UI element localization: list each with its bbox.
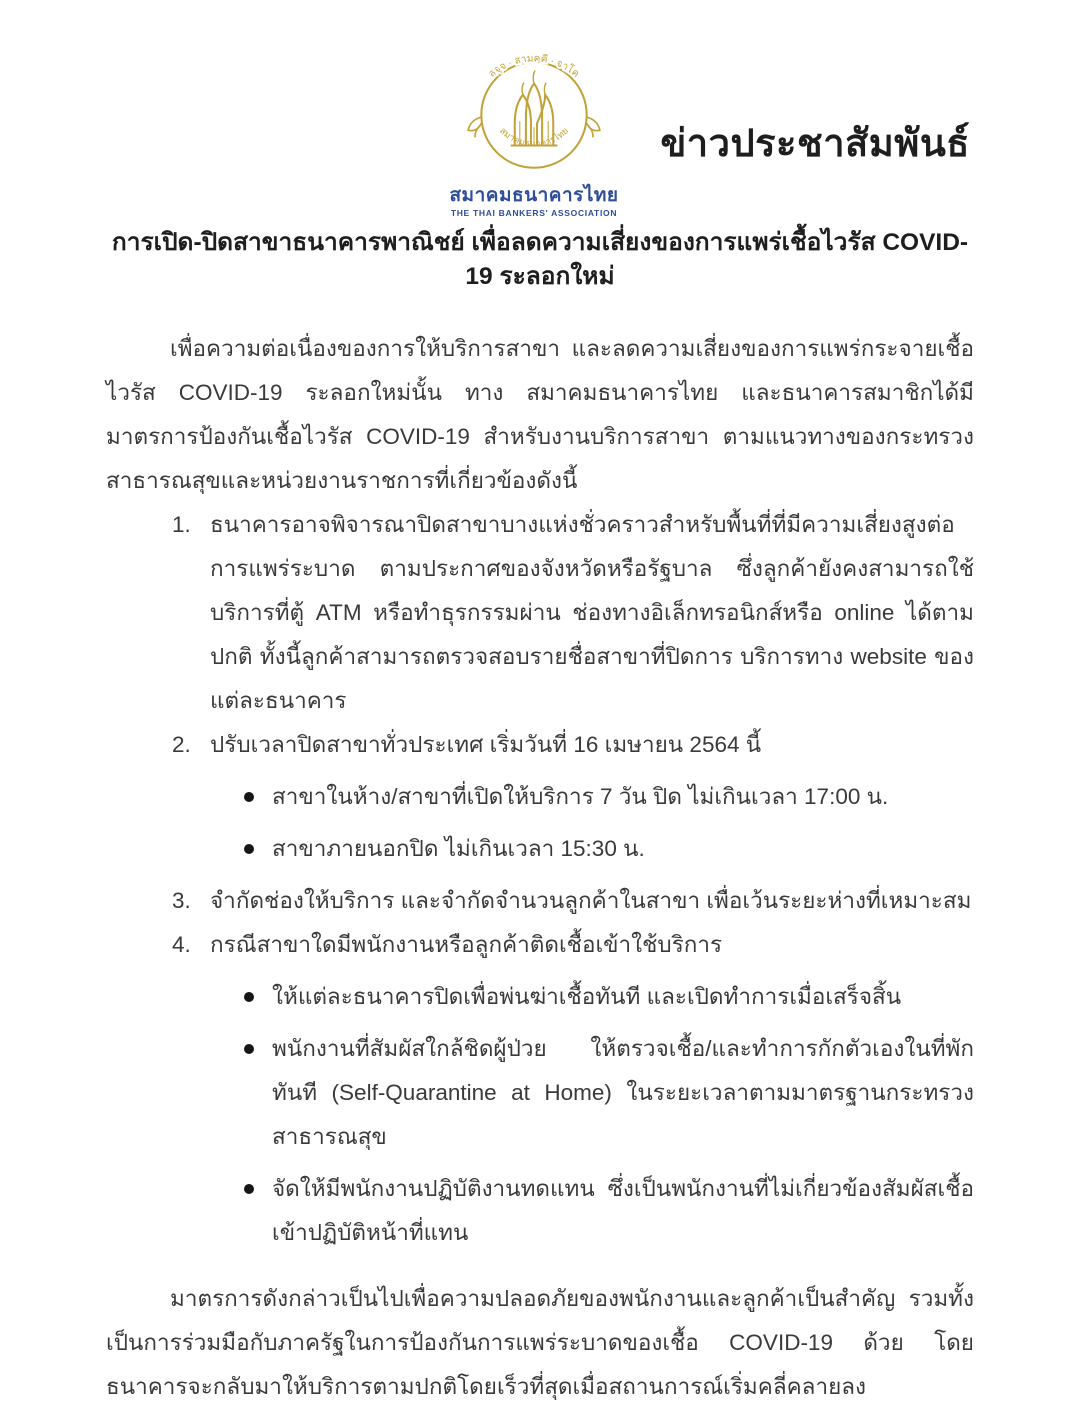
intro-paragraph: เพื่อความต่อเนื่องของการให้บริการสาขา และลดความเสี่ยงของการแพร่กระจายเชื้อไวรัส COVID-19 ระลอกใหม่นั้น ทาง สมาคมธนาคารไทย และธนาคารสมาชิกได้มีมาตรการป้องกันเชื้อไวรัส COVID-19 สำหรับงานบริการสาขา ตามแนวทางของกระทรวงสาธารณสุขและหน่วยงานราชการที่เกี่ยวข้องดังนี้ (106, 335, 974, 493)
bullet-text: ให้แต่ละธนาคารปิดเพื่อพ่นฆ่าเชื้อทันที และเปิดทำการเมื่อเสร็จสิ้น (272, 983, 902, 1009)
bullet-text: พนักงานที่สัมผัสใกล้ชิดผู้ป่วย ให้ตรวจเชื้อ/และทำการกักตัวเองในที่พักทันที (Self-Quarantine at Home) ในระยะเวลาตามมาตรฐานกระทรวงสาธารณสุข (272, 1035, 974, 1149)
bullet-item (242, 827, 974, 871)
tba-emblem-icon (458, 34, 610, 184)
bullet-text: จัดให้มีพนักงานปฏิบัติงานทดแทน ซึ่งเป็นพนักงานที่ไม่เกี่ยวข้องสัมผัสเชื้อ เข้าปฏิบัติหน้าที่แทน (272, 1175, 974, 1245)
bullet-list (210, 975, 974, 1255)
emblem-motto-arc: สจฺจ · สามคฺคี · จาโค (486, 53, 582, 80)
bullet-dot-icon (242, 775, 272, 819)
item-text: ปรับเวลาปิดสาขาทั่วประเทศ เริ่มวันที่ 16 เมษายน 2564 นี้ (210, 731, 762, 757)
bullet-dot-icon (242, 1027, 272, 1071)
press-release-label: ข่าวประชาสัมพันธ์ (660, 123, 970, 165)
bullet-text: สาขาในห้าง/สาขาที่เปิดให้บริการ 7 วัน ปิด ไม่เกินเวลา 17:00 น. (272, 783, 889, 809)
org-name-thai: สมาคมธนาคารไทย (449, 185, 619, 206)
list-item-3 (172, 879, 974, 923)
bullet-text: สาขาภายนอกปิด ไม่เกินเวลา 15:30 น. (272, 835, 645, 861)
item-number: 3. (172, 887, 191, 913)
bullet-dot-icon (242, 975, 272, 1019)
bullet-list (210, 775, 974, 871)
org-name-english: THE THAI BANKERS' ASSOCIATION (450, 207, 618, 218)
bullet-dot-icon (242, 827, 272, 871)
list-item-1 (172, 503, 974, 723)
item-number: 1. (172, 511, 191, 537)
emblem-name-arc: สมาคมธนาคารไทย (497, 125, 571, 149)
numbered-list (106, 503, 974, 1263)
bullet-dot-icon (242, 1167, 272, 1211)
bullet-item (242, 1027, 974, 1159)
item-number: 2. (172, 731, 191, 757)
bullet-item (242, 975, 974, 1019)
item-text: จำกัดช่องให้บริการ และจำกัดจำนวนลูกค้าในสาขา เพื่อเว้นระยะห่างที่เหมาะสม (210, 887, 972, 913)
tba-logo (446, 34, 622, 218)
list-item-4 (172, 923, 974, 1263)
bullet-item (242, 1167, 974, 1255)
crown-icon (511, 70, 558, 145)
list-item-2 (172, 723, 974, 879)
item-text: ธนาคารอาจพิจารณาปิดสาขาบางแห่งชั่วคราวสำหรับพื้นที่ที่มีความเสี่ยงสูงต่อการแพร่ระบาด ตามประกาศของจังหวัดหรือรัฐบาล ซึ่งลูกค้ายังคงสามารถใช้บริการที่ตู้ ATM หรือทำธุรกรรมผ่าน ช่องทางอิเล็กทรอนิกส์หรือ online ได้ตามปกติ ทั้งนี้ลูกค้าสามารถตรวจสอบรายชื่อสาขาที่ปิดการ บริการทาง website ของแต่ละธนาคาร (210, 511, 974, 713)
closing-paragraph: มาตรการดังกล่าวเป็นไปเพื่อความปลอดภัยของพนักงานและลูกค้าเป็นสำคัญ รวมทั้งเป็นการร่วมมือกับภาครัฐในการป้องกันการแพร่ระบาดของเชื้อ COVID-19 ด้วย โดยธนาคารจะกลับมาให้บริการตามปกติโดยเร็วที่สุดเมื่อสถานการณ์เริ่มคลี่คลายลง (106, 1285, 974, 1399)
bullet-item (242, 775, 974, 819)
document-title: การเปิด-ปิดสาขาธนาคารพาณิชย์ เพื่อลดความเสี่ยงของการแพร่เชื้อไวรัส COVID-19 ระลอกใหม่ (111, 229, 969, 291)
item-text: กรณีสาขาใดมีพนักงานหรือลูกค้าติดเชื้อเข้าใช้บริการ (210, 931, 723, 957)
item-number: 4. (172, 931, 191, 957)
